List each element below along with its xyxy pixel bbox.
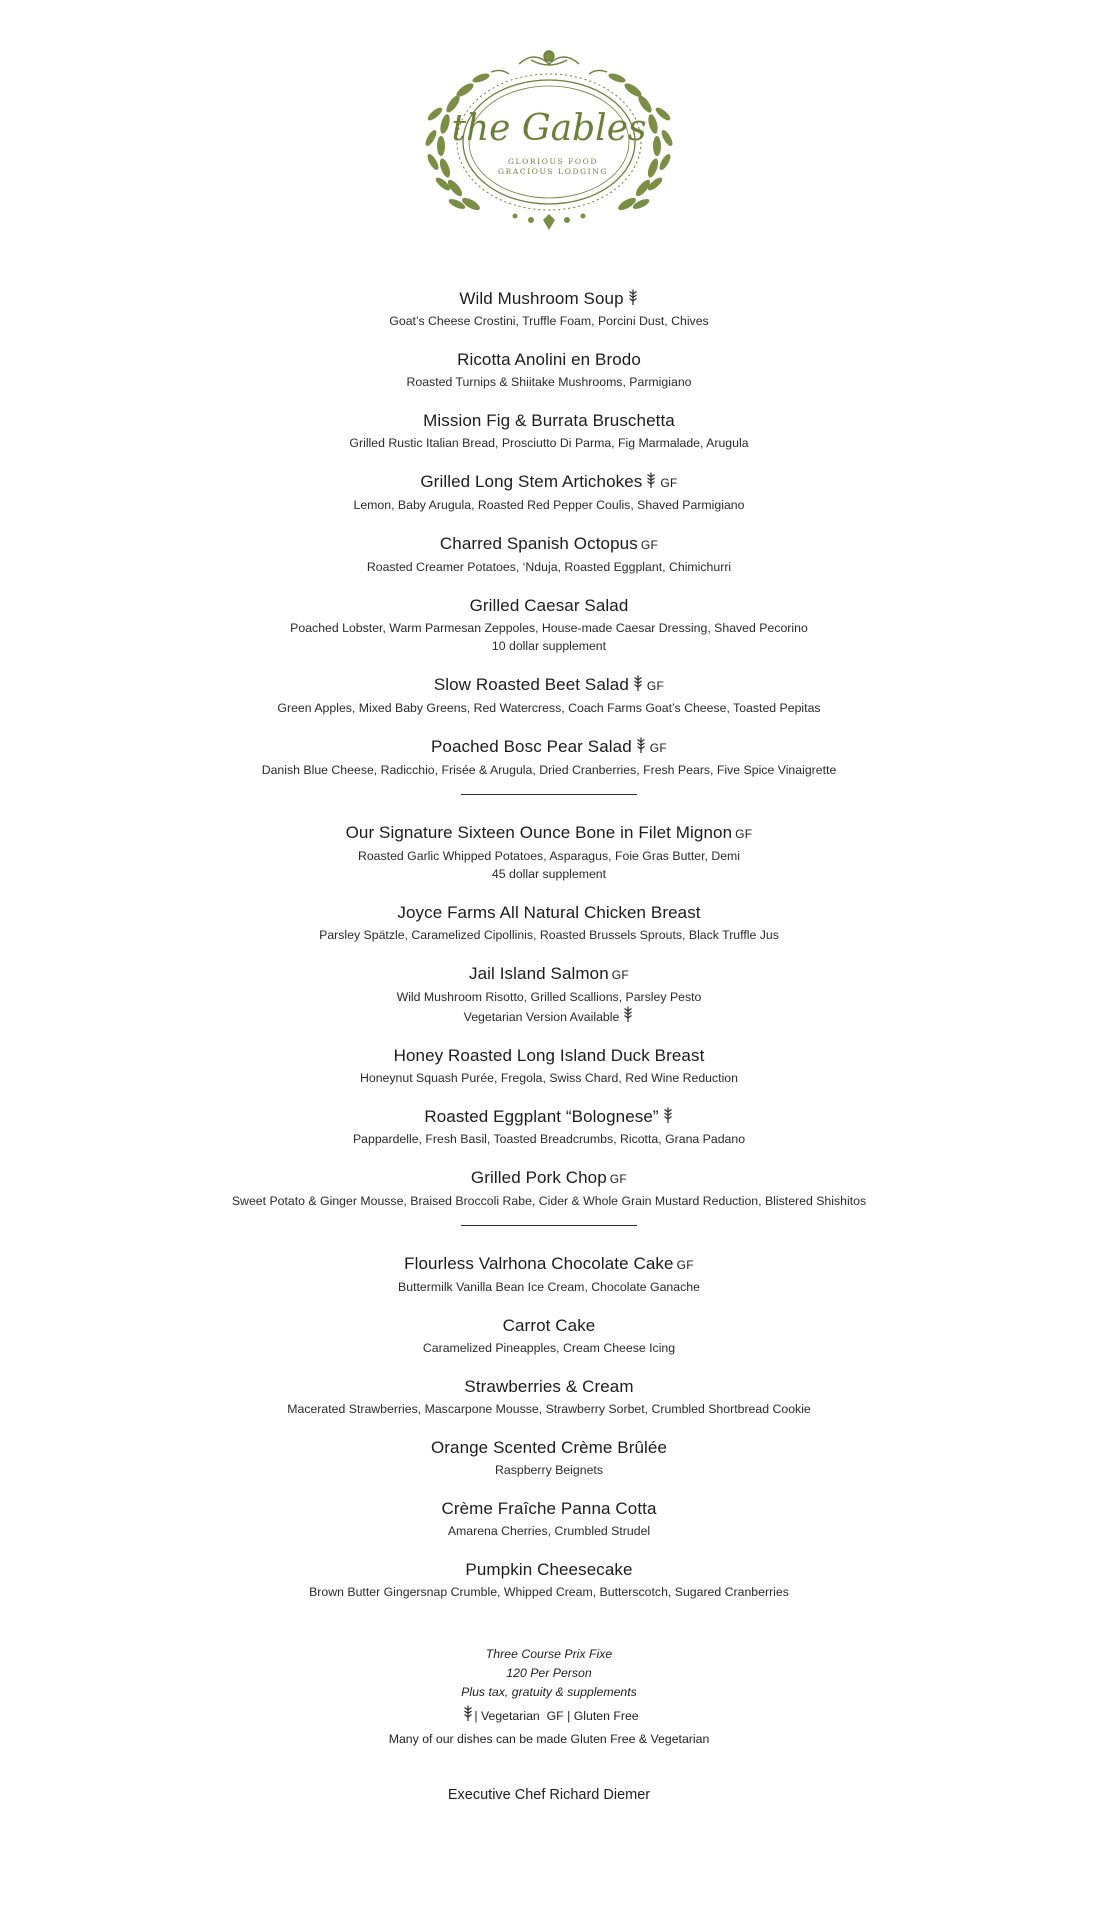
- wheat-sprig-icon: [662, 1107, 674, 1123]
- dish-description: Honeynut Squash Purée, Fregola, Swiss Chard, Red Wine Reduction: [360, 1071, 738, 1085]
- dish-title-line: [0, 963, 1098, 986]
- dish-description: Amarena Cherries, Crumbled Strudel: [447, 1524, 651, 1538]
- dish-title-line: [0, 1559, 1098, 1581]
- dish-title-line: [0, 349, 1098, 371]
- dish-name: Carrot Cake: [502, 1316, 596, 1335]
- second-course-section: [0, 822, 1098, 1210]
- dish-title-line: [0, 1376, 1098, 1398]
- section-divider: [461, 1225, 637, 1226]
- dish-name: Mission Fig & Burrata Bruschetta: [423, 411, 675, 430]
- dish-title-line: [0, 1315, 1098, 1337]
- dish-description: Grilled Rustic Italian Bread, Prosciutto Di Parma, Fig Marmalade, Arugula: [349, 436, 749, 450]
- menu-item: [0, 471, 1098, 514]
- laurel-wreath-logo: [419, 34, 679, 244]
- menu-item: [0, 595, 1098, 655]
- dish-description: Roasted Creamer Potatoes, ‘Nduja, Roasted Eggplant, Chimichurri: [366, 560, 732, 574]
- dish-name: Poached Bosc Pear Salad: [430, 737, 632, 756]
- gables-logo: [419, 34, 679, 244]
- dish-name: Crème Fraîche Panna Cotta: [441, 1499, 657, 1518]
- wheat-sprig-icon: [622, 1006, 634, 1022]
- menu-item: [0, 736, 1098, 779]
- gluten-free-badge: GF: [660, 476, 678, 490]
- dish-description: Macerated Strawberries, Mascarpone Mousse, Strawberry Sorbet, Crumbled Shortbread Cookie: [287, 1402, 811, 1416]
- menu-item: [0, 1253, 1098, 1296]
- menu-item: [0, 1315, 1098, 1357]
- dish-description: Brown Butter Gingersnap Crumble, Whipped Cream, Butterscotch, Sugared Cranberries: [309, 1585, 789, 1599]
- dish-name: Strawberries & Cream: [464, 1377, 634, 1396]
- dish-name: Wild Mushroom Soup: [459, 289, 624, 308]
- dish-name: Roasted Eggplant “Bolognese”: [424, 1107, 659, 1126]
- dish-name: Our Signature Sixteen Ounce Bone in Filet Mignon: [345, 823, 733, 842]
- dietary-note: Many of our dishes can be made Gluten Free & Vegetarian: [388, 1732, 710, 1746]
- logo-tagline-2: GRACIOUS LODGING: [498, 167, 608, 176]
- menu-footer: [0, 1645, 1098, 1803]
- section-divider: [461, 794, 637, 795]
- menu-item: [0, 1376, 1098, 1418]
- menu-item: [0, 1106, 1098, 1148]
- wheat-sprig-icon: [462, 1705, 474, 1721]
- tax-note: Plus tax, gratuity & supplements: [461, 1685, 637, 1699]
- menu-item: [0, 1437, 1098, 1479]
- menu-item: [0, 1045, 1098, 1087]
- gluten-free-badge: GF: [735, 827, 753, 841]
- menu-item: [0, 674, 1098, 717]
- dish-name: Honey Roasted Long Island Duck Breast: [393, 1046, 705, 1065]
- dish-name: Slow Roasted Beet Salad: [433, 675, 629, 694]
- menu-item: [0, 288, 1098, 330]
- dish-title-line: [0, 902, 1098, 924]
- dish-name: Grilled Caesar Salad: [469, 596, 629, 615]
- dish-title-line: [0, 674, 1098, 697]
- gluten-free-badge: GF: [609, 1172, 628, 1186]
- vegetarian-version-text: Vegetarian Version Available: [463, 1010, 620, 1024]
- dish-description: Lemon, Baby Arugula, Roasted Red Pepper Coulis, Shaved Parmigiano: [353, 498, 745, 512]
- dish-title-line: [0, 471, 1098, 494]
- gluten-free-badge: GF: [640, 538, 659, 552]
- menu-item: [0, 822, 1098, 883]
- vegetarian-version-note: [0, 1006, 1098, 1026]
- dish-description: Goat’s Cheese Crostini, Truffle Foam, Porcini Dust, Chives: [389, 314, 709, 328]
- dish-title-line: [0, 1045, 1098, 1067]
- dish-title-line: [0, 595, 1098, 617]
- dish-description: Parsley Spätzle, Caramelized Cipollinis, Roasted Brussels Sprouts, Black Truffle Jus: [319, 928, 779, 942]
- wheat-sprig-icon: [627, 289, 639, 305]
- first-course-section: [0, 288, 1098, 779]
- dish-description: Poached Lobster, Warm Parmesan Zeppoles, House-made Caesar Dressing, Shaved Pecorino: [290, 621, 808, 635]
- supplement-note: 45 dollar supplement: [491, 867, 607, 881]
- dish-title-line: [0, 533, 1098, 556]
- dish-description: Wild Mushroom Risotto, Grilled Scallions, Parsley Pesto: [396, 990, 702, 1004]
- gluten-free-badge: GF: [611, 968, 630, 982]
- dish-title-line: [0, 410, 1098, 432]
- wheat-sprig-icon: [632, 675, 644, 691]
- price-label: 120 Per Person: [506, 1666, 592, 1680]
- dessert-section: [0, 1253, 1098, 1601]
- logo-tagline-1: GLORIOUS FOOD: [507, 157, 599, 166]
- executive-chef: Executive Chef Richard Diemer: [447, 1787, 651, 1803]
- dish-title-line: [0, 288, 1098, 310]
- dish-description: Danish Blue Cheese, Radicchio, Frisée & Arugula, Dried Cranberries, Fresh Pears, Five Spice Vinaigrette: [261, 763, 837, 777]
- dish-title-line: [0, 822, 1098, 845]
- dish-name: Flourless Valrhona Chocolate Cake: [404, 1254, 674, 1273]
- menu-item: [0, 533, 1098, 576]
- dish-name: Joyce Farms All Natural Chicken Breast: [397, 903, 701, 922]
- dish-description: Buttermilk Vanilla Bean Ice Cream, Chocolate Ganache: [398, 1280, 700, 1294]
- gluten-free-badge: GF: [649, 741, 668, 755]
- dish-title-line: [0, 736, 1098, 759]
- menu-item: [0, 963, 1098, 1026]
- wheat-sprig-icon: [635, 737, 647, 753]
- menu-item: [0, 902, 1098, 944]
- dish-description: Sweet Potato & Ginger Mousse, Braised Broccoli Rabe, Cider & Whole Grain Mustard Reduction, Blistered Shishitos: [231, 1194, 867, 1208]
- gluten-free-badge: GF: [646, 679, 665, 693]
- menu-item: [0, 1559, 1098, 1601]
- dish-description: Roasted Turnips & Shiitake Mushrooms, Parmigiano: [406, 375, 692, 389]
- legend-vegetarian: | Vegetarian: [474, 1709, 540, 1723]
- dish-title-line: [0, 1167, 1098, 1190]
- prix-fixe-label: Three Course Prix Fixe: [485, 1647, 613, 1661]
- dish-name: Ricotta Anolini en Brodo: [457, 350, 641, 369]
- dish-title-line: [0, 1253, 1098, 1276]
- dish-name: Orange Scented Crème Brûlée: [430, 1438, 668, 1457]
- legend-gluten-free: GF | Gluten Free: [546, 1709, 639, 1723]
- dish-name: Charred Spanish Octopus: [439, 534, 638, 553]
- supplement-note: 10 dollar supplement: [491, 639, 607, 653]
- menu-item: [0, 1167, 1098, 1210]
- dish-title-line: [0, 1498, 1098, 1520]
- menu-body: [0, 288, 1098, 1803]
- dish-description: Raspberry Beignets: [495, 1463, 603, 1477]
- menu-item: [0, 1498, 1098, 1540]
- dish-name: Grilled Pork Chop: [470, 1168, 607, 1187]
- dietary-legend: [0, 1705, 1098, 1726]
- dish-description: Green Apples, Mixed Baby Greens, Red Watercress, Coach Farms Goat’s Cheese, Toasted Pepitas: [277, 701, 821, 715]
- gluten-free-badge: GF: [676, 1258, 694, 1272]
- dish-title-line: [0, 1106, 1098, 1128]
- dish-description: Pappardelle, Fresh Basil, Toasted Breadcrumbs, Ricotta, Grana Padano: [352, 1132, 746, 1146]
- menu-item: [0, 349, 1098, 391]
- dish-name: Pumpkin Cheesecake: [465, 1560, 633, 1579]
- dish-description: Caramelized Pineapples, Cream Cheese Icing: [422, 1341, 676, 1355]
- menu-item: [0, 410, 1098, 452]
- logo-brand-text: the Gables: [451, 108, 647, 149]
- dish-description: Roasted Garlic Whipped Potatoes, Asparagus, Foie Gras Butter, Demi: [357, 849, 741, 863]
- wheat-sprig-icon: [645, 472, 657, 488]
- dish-title-line: [0, 1437, 1098, 1459]
- dish-name: Jail Island Salmon: [468, 964, 609, 983]
- dish-name: Grilled Long Stem Artichokes: [420, 472, 643, 491]
